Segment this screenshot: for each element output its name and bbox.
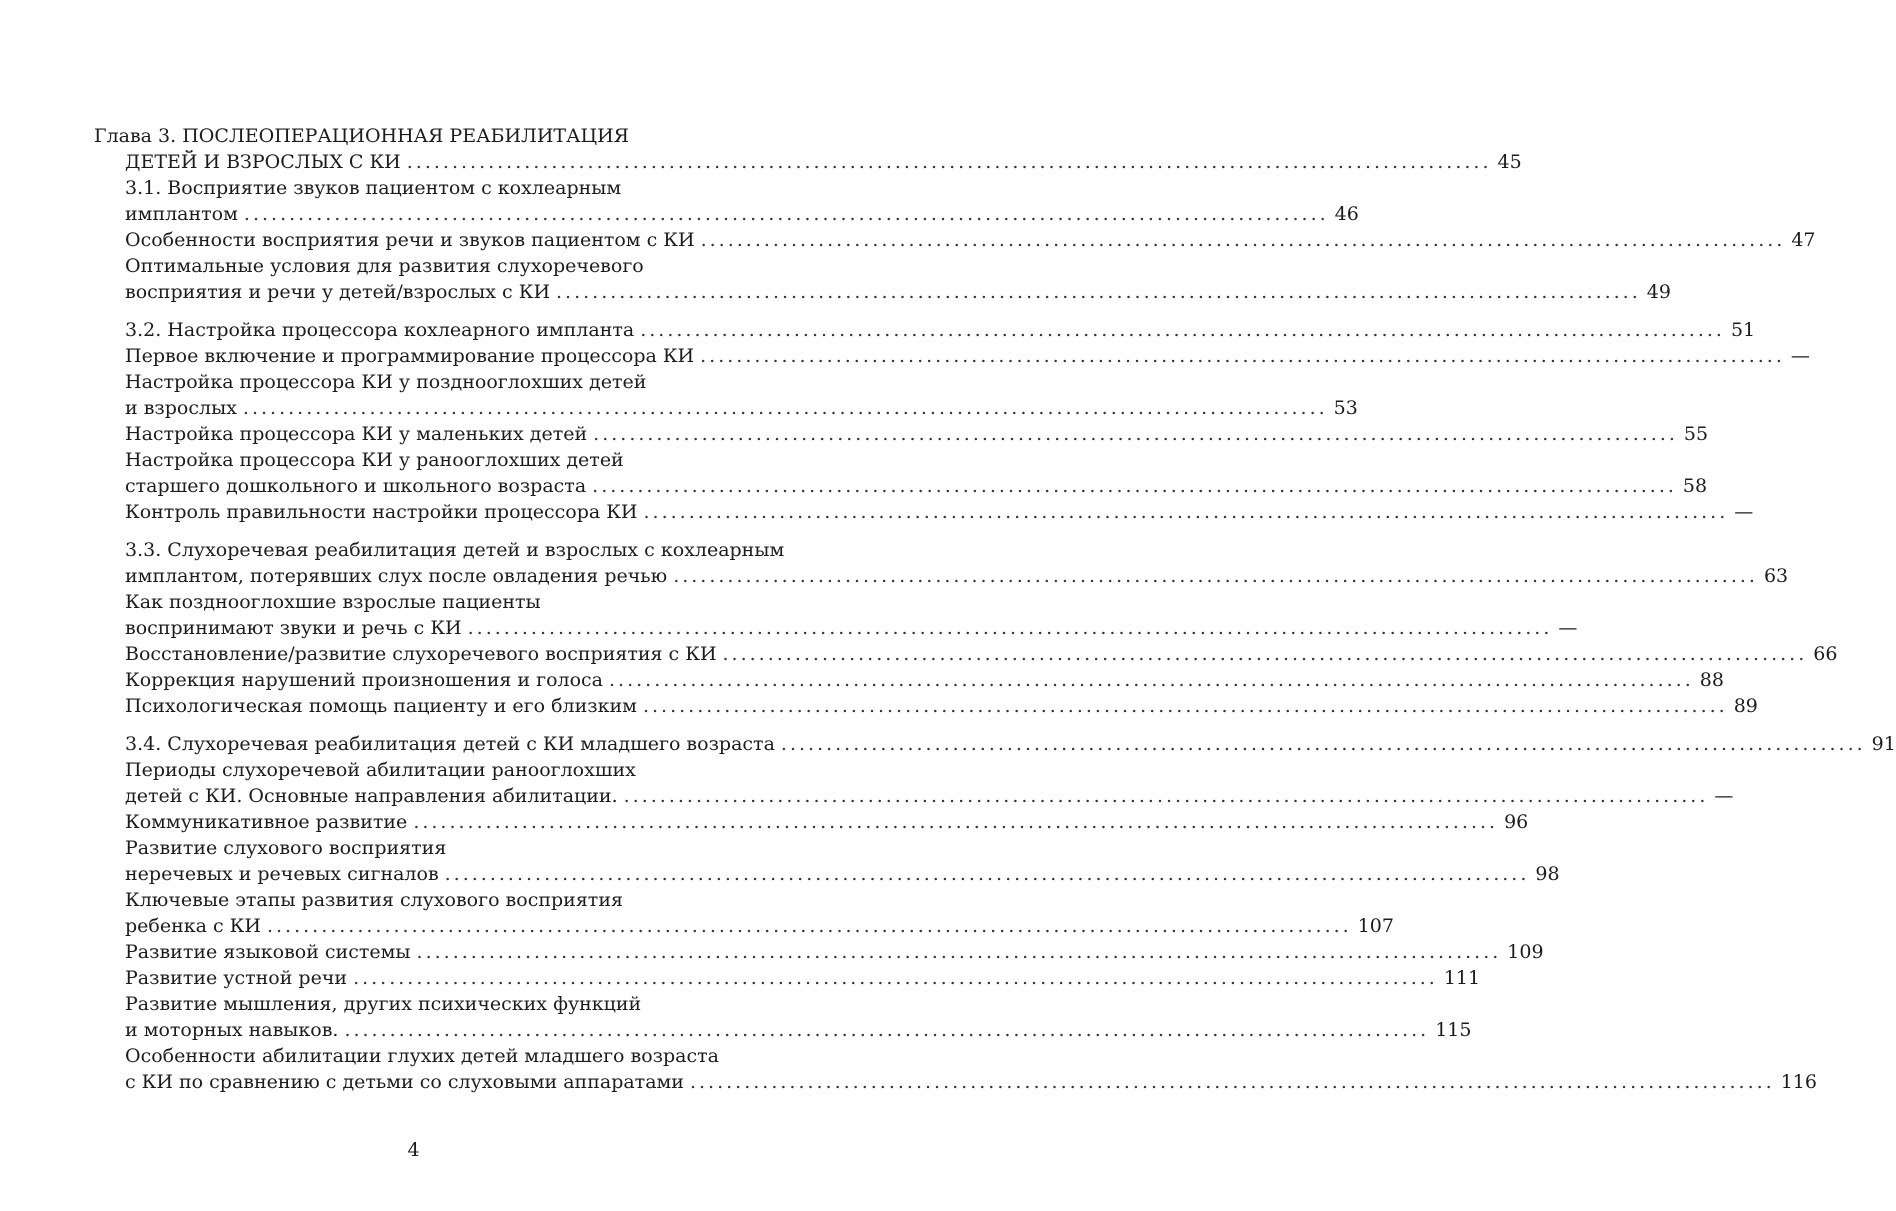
toc-page-number: 88 xyxy=(1699,669,1724,691)
dot-leader: ........................................................................................................................ xyxy=(406,151,1492,173)
dot-leader: ........................................................................................................................ xyxy=(467,617,1553,639)
toc-entry-title: Особенности абилитации глухих детей младшего возраста xyxy=(125,1045,719,1067)
toc-entry xyxy=(94,447,1708,499)
toc-entry-title: Как позднооглохшие взрослые пациенты xyxy=(125,591,541,613)
toc-page-number: 47 xyxy=(1791,229,1816,251)
toc-entry xyxy=(94,421,1709,447)
toc-entry xyxy=(94,667,1724,693)
toc-page-number: 63 xyxy=(1763,565,1789,587)
dot-leader: ........................................................................................................................ xyxy=(556,281,1641,303)
toc-page-number: — xyxy=(1558,617,1578,639)
toc-entry-title-cont: и взрослых xyxy=(125,397,237,419)
toc-entry xyxy=(94,589,1578,641)
toc-page-number: 53 xyxy=(1333,397,1358,419)
toc-entry-title: Настройка процессора КИ у ранооглохших детей xyxy=(125,449,624,471)
toc-entry xyxy=(94,693,1758,719)
toc-page-number: 98 xyxy=(1535,863,1560,885)
toc-page-number: 66 xyxy=(1813,643,1838,665)
dot-leader: ........................................................................................................................ xyxy=(416,941,1502,963)
toc-chapter-title-line2 xyxy=(94,149,1522,175)
toc-entry-title: 3.1. Восприятие звуков пациентом с кохлеарным xyxy=(125,177,622,199)
toc-entry xyxy=(94,537,1789,589)
toc-entry-title: Коммуникативное развитие xyxy=(125,811,408,833)
toc-entry xyxy=(94,641,1838,667)
toc-entry-title-cont: неречевых и речевых сигналов xyxy=(125,863,439,885)
dot-leader: ........................................................................................................................ xyxy=(722,643,1808,665)
dot-leader: ........................................................................................................................ xyxy=(413,811,1499,833)
toc-entry xyxy=(94,757,1734,809)
dot-leader: ........................................................................................................................ xyxy=(592,475,1677,497)
dot-leader: ........................................................................................................................ xyxy=(642,695,1728,717)
dot-leader: ........................................................................................................................ xyxy=(593,423,1678,445)
page-number: 4 xyxy=(407,1139,420,1161)
toc-entry xyxy=(94,939,1544,965)
toc-entry xyxy=(94,175,1359,227)
toc-page-number: — xyxy=(1790,345,1810,367)
dot-leader: ........................................................................................................................ xyxy=(353,967,1438,989)
toc-page-number: 107 xyxy=(1357,915,1394,937)
dot-leader: ........................................................................................................................ xyxy=(344,1019,1430,1041)
toc-entry-title: Психологическая помощь пациенту и его близким xyxy=(125,695,637,717)
toc-page-number: — xyxy=(1714,785,1734,807)
toc-entry-title: 3.3. Слухоречевая реабилитация детей и взрослых с кохлеарным xyxy=(125,539,785,561)
dot-leader: ........................................................................................................................ xyxy=(609,669,1694,691)
toc-page-number: 116 xyxy=(1780,1071,1817,1093)
toc-chapter-title-line1 xyxy=(94,123,734,149)
toc-page-number: — xyxy=(1734,501,1754,523)
toc-page-number: 55 xyxy=(1683,423,1709,445)
dot-leader: ........................................................................................................................ xyxy=(700,229,1786,251)
toc-entry xyxy=(94,499,1754,525)
toc-entry-title: Ключевые этапы развития слухового восприятия xyxy=(125,889,623,911)
dot-leader: ........................................................................................................................ xyxy=(623,785,1709,807)
toc-entry-title: Развитие устной речи xyxy=(125,967,348,989)
toc-entry-title: Оптимальные условия для развития слухоречевого xyxy=(125,255,644,277)
toc-entry-title-cont: и моторных навыков. xyxy=(125,1019,339,1041)
dot-leader: ........................................................................................................................ xyxy=(673,565,1758,587)
dot-leader: ........................................................................................................................ xyxy=(643,501,1729,523)
toc-entry xyxy=(94,1043,1817,1095)
toc-page-number: 49 xyxy=(1646,281,1671,303)
toc-entry-title: Первое включение и программирование процессора КИ xyxy=(125,345,695,367)
dot-leader: ........................................................................................................................ xyxy=(640,319,1725,341)
toc-entry xyxy=(94,809,1529,835)
toc-page-number: 109 xyxy=(1507,941,1544,963)
toc-entry-title: Развитие слухового восприятия xyxy=(125,837,447,859)
toc-entry xyxy=(94,965,1481,991)
toc-entry-title-cont: имплантом, потерявших слух после овладения речью xyxy=(125,565,668,587)
toc-entry-title-cont: ребенка с КИ xyxy=(125,915,261,937)
toc-entry-title: Развитие языковой системы xyxy=(125,941,411,963)
toc-entry xyxy=(94,731,1896,757)
toc-entry-title: Периоды слухоречевой абилитации ранооглохших xyxy=(125,759,636,781)
toc-page-number: 115 xyxy=(1435,1019,1472,1041)
toc-page-number: 96 xyxy=(1504,811,1529,833)
toc-chapter-heading xyxy=(94,123,1522,175)
toc-entry-title: Настройка процессора КИ у маленьких детей xyxy=(125,423,588,445)
toc-page-number: 111 xyxy=(1443,967,1481,989)
dot-leader: ........................................................................................................................ xyxy=(266,915,1352,937)
table-of-contents xyxy=(94,123,1896,1095)
toc-entry xyxy=(94,369,1358,421)
toc-entry-title: Восстановление/развитие слухоречевого восприятия с КИ xyxy=(125,643,717,665)
toc-entry-title: 3.2. Настройка процессора кохлеарного импланта xyxy=(125,319,635,341)
toc-page-number: 89 xyxy=(1733,695,1758,717)
toc-page-number: 46 xyxy=(1334,203,1359,225)
toc-entry xyxy=(94,343,1810,369)
dot-leader: ........................................................................................................................ xyxy=(243,203,1329,225)
toc-entry xyxy=(94,991,1472,1043)
dot-leader: ........................................................................................................................ xyxy=(689,1071,1775,1093)
toc-chapter-subtitle: ДЕТЕЙ И ВЗРОСЛЫХ С КИ xyxy=(125,151,401,173)
toc-entry-title-cont: воспринимают звуки и речь с КИ xyxy=(125,617,462,639)
dot-leader: ........................................................................................................................ xyxy=(700,345,1785,367)
toc-entry-title: Коррекция нарушений произношения и голоса xyxy=(125,669,603,691)
toc-page-number: 91 xyxy=(1871,733,1896,755)
toc-page-number: 51 xyxy=(1730,319,1756,341)
toc-entry-title: Настройка процессора КИ у позднооглохших детей xyxy=(125,371,647,393)
toc-page-number: 58 xyxy=(1682,475,1708,497)
dot-leader: ........................................................................................................................ xyxy=(444,863,1530,885)
toc-entry-title-cont: детей с КИ. Основные направления абилитации. xyxy=(125,785,618,807)
toc-entry xyxy=(94,253,1671,305)
dot-leader: ........................................................................................................................ xyxy=(780,733,1866,755)
toc-entry-title: Развитие мышления, других психических функций xyxy=(125,993,642,1015)
toc-entry-title-cont: имплантом xyxy=(125,203,238,225)
toc-entry-title: 3.4. Слухоречевая реабилитация детей с КИ младшего возраста xyxy=(125,733,775,755)
toc-entry-title-cont: старшего дошкольного и школьного возраста xyxy=(125,475,587,497)
toc-entry-title: Контроль правильности настройки процессора КИ xyxy=(125,501,638,523)
toc-entry xyxy=(94,227,1816,253)
toc-entry xyxy=(94,887,1394,939)
dot-leader: ........................................................................................................................ xyxy=(242,397,1328,419)
toc-entry-title: Особенности восприятия речи и звуков пациентом с КИ xyxy=(125,229,695,251)
toc-chapter-title: Глава 3. ПОСЛЕОПЕРАЦИОННАЯ РЕАБИЛИТАЦИЯ xyxy=(94,125,629,147)
toc-entry xyxy=(94,835,1560,887)
toc-entry xyxy=(94,317,1756,343)
toc-entry-title-cont: с КИ по сравнению с детьми со слуховыми аппаратами xyxy=(125,1071,684,1093)
toc-entry-title-cont: восприятия и речи у детей/взрослых с КИ xyxy=(125,281,551,303)
toc-page-number: 45 xyxy=(1497,151,1522,173)
